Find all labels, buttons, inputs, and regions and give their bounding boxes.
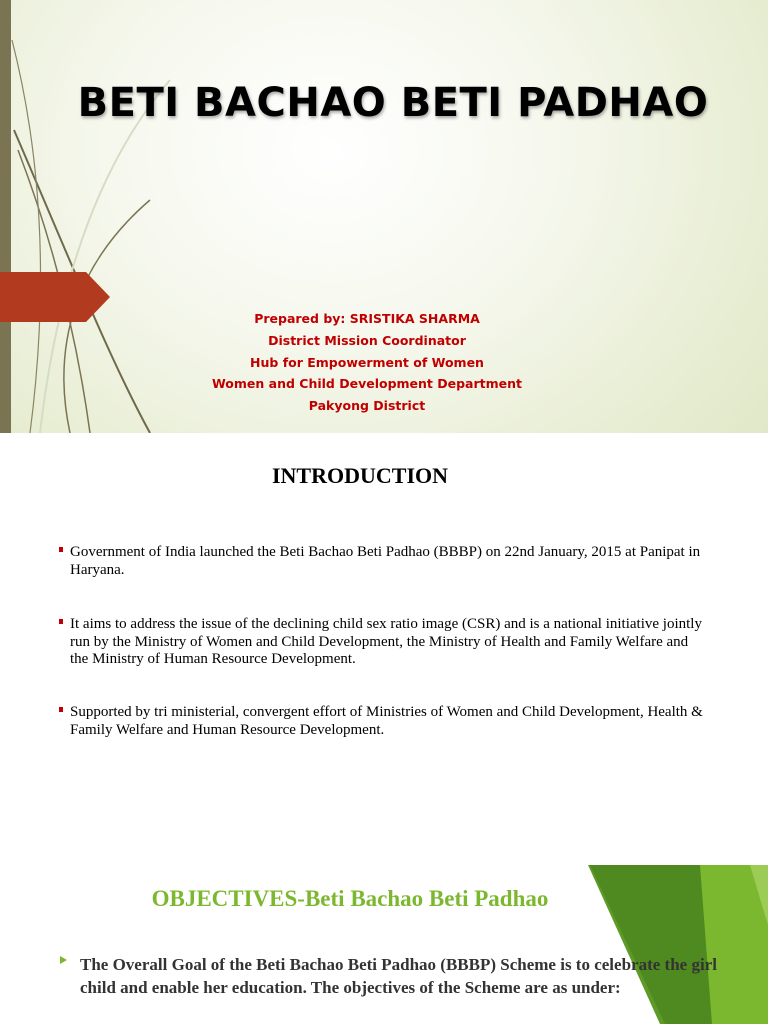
list-item: [58, 616, 708, 669]
prepared-line: Hub for Empowerment of Women: [250, 354, 484, 370]
prepared-by-block: [0, 308, 734, 417]
prepared-line: Prepared by: SRISTIKA SHARMA: [254, 311, 480, 326]
title-slide: [0, 0, 768, 433]
prepared-line: District Mission Coordinator: [268, 332, 466, 348]
introduction-slide: [0, 433, 768, 865]
objectives-slide: [0, 865, 768, 1024]
prepared-line: Pakyong District: [308, 398, 426, 414]
list-item-text: Supported by tri ministerial, convergent effort of Ministries of Women and Child Development, Health & Family Welfare and Human Resource Development.: [70, 704, 703, 738]
prepared-line: Women and Child Development Department: [211, 376, 523, 392]
square-bullet-icon: [59, 707, 63, 712]
objectives-heading: OBJECTIVES-Beti Bachao Beti Padhao: [151, 886, 549, 911]
objectives-goal-text: The Overall Goal of the Beti Bachao Beti Padhao (BBBP) Scheme is to celebrate the girl child and enable her education. The objectives of the Scheme are as under:: [80, 955, 717, 997]
triangle-bullet-icon: [60, 956, 67, 964]
introduction-heading: INTRODUCTION: [271, 463, 449, 488]
list-item: [58, 704, 708, 739]
square-bullet-icon: [59, 547, 63, 552]
square-bullet-icon: [59, 619, 63, 624]
list-item-text: Government of India launched the Beti Bachao Beti Padhao (BBBP) on 22nd January, 2015 at Panipat in Haryana.: [70, 544, 701, 578]
list-item: [58, 544, 708, 579]
list-item-text: It aims to address the issue of the declining child sex ratio image (CSR) and is a national initiative jointly run by the Ministry of Women and Child Development, the Ministry of Health and Family Welfare and the Ministry of Human Resource Development.: [70, 616, 702, 667]
slide-title: BETI BACHAO BETI PADHAO: [77, 80, 709, 126]
